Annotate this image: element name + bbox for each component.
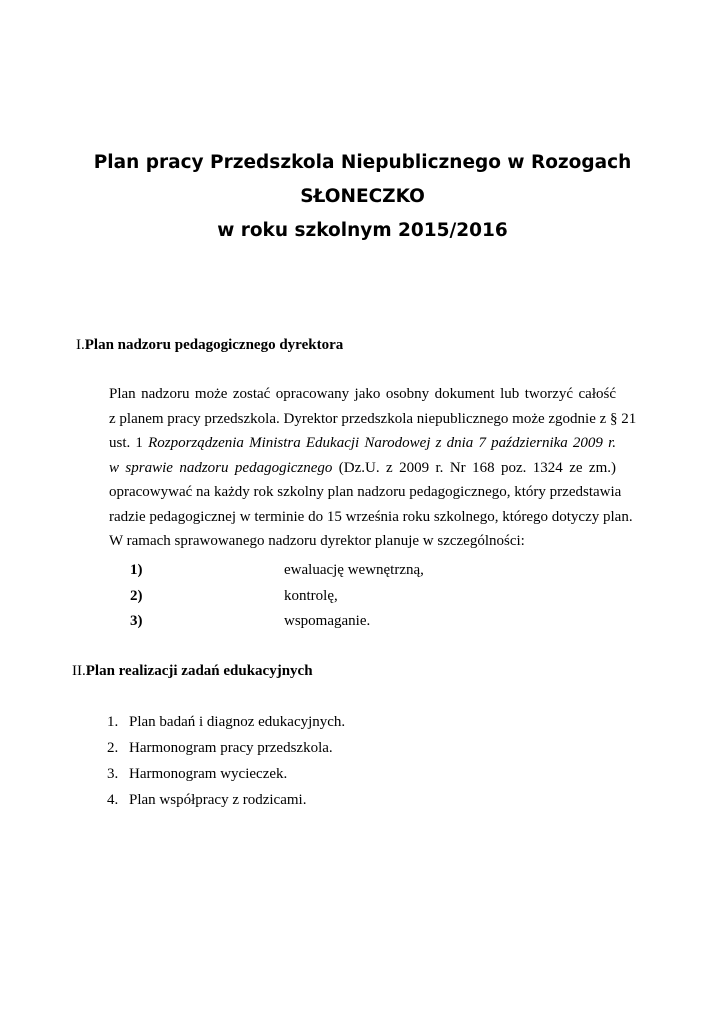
list-item xyxy=(129,766,287,783)
section-1-heading-text: Plan nadzoru pedagogicznego dyrektora xyxy=(84,337,344,353)
list-item-text: kontrolę, xyxy=(284,588,338,604)
section-2-numeral: II. xyxy=(72,663,86,679)
section-2-heading-text: Plan realizacji zadań edukacyjnych xyxy=(85,663,313,679)
list-item-number: 1) xyxy=(130,562,143,578)
document-title-line-3: w roku szkolnym 2015/2016 xyxy=(217,220,508,241)
list-item-text: ewaluację wewnętrzną, xyxy=(284,562,424,578)
regulation-title: Rozporządzenia Ministra Edukacji Narodowej z dnia 7 października 2009 r. xyxy=(148,435,617,451)
list-item xyxy=(129,740,333,757)
paragraph-text: (Dz.U. z 2009 r. Nr 168 poz. 1324 ze zm.) xyxy=(332,459,616,476)
list-item xyxy=(129,714,345,731)
list-item xyxy=(130,613,143,630)
paragraph-text: ust. 1 xyxy=(109,435,149,451)
list-item-number: 4. xyxy=(107,792,119,808)
list-item-number: 3) xyxy=(130,613,143,629)
list-item-text: Harmonogram pracy przedszkola. xyxy=(129,740,333,756)
paragraph-line: opracowywać na każdy rok szkolny plan nadzoru pedagogicznego, który przedstawia xyxy=(109,484,622,500)
list-item xyxy=(107,766,118,783)
paragraph-line xyxy=(109,431,616,456)
list-item xyxy=(284,562,424,579)
list-item-number: 2) xyxy=(130,588,143,604)
list-item-text: Plan badań i diagnoz edukacyjnych. xyxy=(129,714,346,730)
paragraph-line: radzie pedagogicznej w terminie do 15 września roku szkolnego, którego dotyczy plan. xyxy=(109,508,633,525)
list-item xyxy=(130,562,143,579)
paragraph-line xyxy=(109,456,616,481)
list-item xyxy=(284,588,338,605)
list-item xyxy=(129,792,306,809)
section-1-numeral: I. xyxy=(76,337,85,353)
list-item-text: wspomaganie. xyxy=(284,613,371,629)
section-1-paragraph xyxy=(109,382,637,554)
section-2-heading xyxy=(72,663,313,680)
list-item-number: 1. xyxy=(107,714,119,730)
list-item xyxy=(107,792,118,809)
list-item xyxy=(107,740,118,757)
list-item xyxy=(284,613,370,630)
list-item-number: 3. xyxy=(107,766,119,782)
paragraph-line: Plan nadzoru może zostać opracowany jako osobny dokument lub tworzyć całość xyxy=(109,386,616,402)
paragraph-line: W ramach sprawowanego nadzoru dyrektor planuje w szczególności: xyxy=(109,533,525,549)
list-item xyxy=(130,588,143,605)
regulation-title-cont: w sprawie nadzoru pedagogicznego xyxy=(109,459,333,476)
list-item-text: Harmonogram wycieczek. xyxy=(129,766,288,782)
document-title-line-2: SŁONECZKO xyxy=(300,186,425,207)
section-1-heading xyxy=(76,337,343,354)
list-item xyxy=(107,714,118,731)
document-title-line-1: Plan pracy Przedszkola Niepublicznego w Rozogach xyxy=(93,152,632,173)
paragraph-line: z planem pracy przedszkola. Dyrektor przedszkola niepublicznego może zgodnie z § 21 xyxy=(109,410,637,427)
list-item-number: 2. xyxy=(107,740,119,756)
list-item-text: Plan współpracy z rodzicami. xyxy=(129,792,307,808)
